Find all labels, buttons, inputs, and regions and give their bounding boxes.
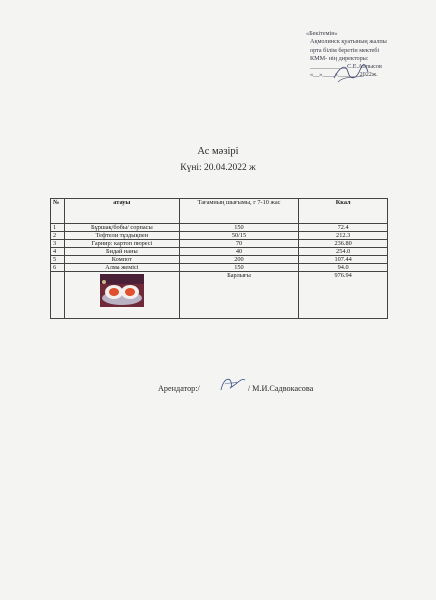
approval-line: КММ- нің директоры: bbox=[310, 54, 369, 62]
table-row bbox=[51, 224, 388, 232]
row-number: 6 bbox=[51, 264, 65, 272]
total-kcal: 976.94 bbox=[299, 272, 388, 319]
total-label: Барлығы bbox=[179, 272, 299, 319]
table-row bbox=[51, 256, 388, 264]
column-header-kcal: Ккал bbox=[299, 199, 388, 224]
row-number: 2 bbox=[51, 232, 65, 240]
menu-date: Күні: 20.04.2022 ж bbox=[180, 163, 256, 173]
row-number: 4 bbox=[51, 248, 65, 256]
approval-line: ____________С.Е.Алпысов bbox=[310, 63, 382, 71]
dish-name: Тефтели тұздықпен bbox=[64, 232, 179, 240]
table-header-row bbox=[51, 199, 388, 224]
food-photo-icon bbox=[100, 274, 144, 307]
dish-name: Бұршақ/бобы/ сорпасы bbox=[64, 224, 179, 232]
table-total-row bbox=[51, 272, 388, 319]
row-number: 1 bbox=[51, 224, 65, 232]
column-header-name: атауы bbox=[64, 199, 179, 224]
dish-quantity: 200 bbox=[179, 256, 299, 264]
table-row bbox=[51, 240, 388, 248]
empty-cell bbox=[51, 272, 65, 319]
dish-kcal: 212.3 bbox=[299, 232, 388, 240]
lessee-signature-icon bbox=[215, 372, 249, 394]
table-row bbox=[51, 232, 388, 240]
dish-kcal: 94.0 bbox=[299, 264, 388, 272]
approval-line: Ақмолинск қуатының жалпы bbox=[310, 38, 387, 46]
approval-line: «Бекітемін» bbox=[306, 30, 338, 37]
row-number: 5 bbox=[51, 256, 65, 264]
dish-kcal: 107.44 bbox=[299, 256, 388, 264]
table-row bbox=[51, 248, 388, 256]
lessee-name: / М.И.Садвокасова bbox=[247, 384, 314, 393]
dish-kcal: 72.4 bbox=[299, 224, 388, 232]
dish-quantity: 40 bbox=[179, 248, 299, 256]
dish-quantity: 70 bbox=[179, 240, 299, 248]
director-signature-icon bbox=[330, 60, 370, 86]
dish-kcal: 236.80 bbox=[299, 240, 388, 248]
dish-quantity: 50/15 bbox=[179, 232, 299, 240]
approval-line: «__»____»_______2022ж. bbox=[310, 71, 378, 79]
table-row bbox=[51, 264, 388, 272]
column-header-qty: Тағамның шығымы, г 7-10 жас bbox=[179, 199, 299, 224]
dish-quantity: 150 bbox=[179, 264, 299, 272]
food-photo-cell bbox=[64, 272, 179, 319]
lessee-label: Арендатор:/ bbox=[158, 384, 200, 393]
dish-name: Гарнир: картоп пюресі bbox=[64, 240, 179, 248]
dish-name: Алма жемісі bbox=[64, 264, 179, 272]
menu-table bbox=[50, 198, 388, 319]
dish-name: Компот bbox=[64, 256, 179, 264]
page-title: Ас мәзірі bbox=[197, 146, 239, 157]
column-header-no: № bbox=[51, 199, 65, 224]
dish-quantity: 150 bbox=[179, 224, 299, 232]
row-number: 3 bbox=[51, 240, 65, 248]
dish-kcal: 254.0 bbox=[299, 248, 388, 256]
dish-name: Бидай наны bbox=[64, 248, 179, 256]
approval-line: орта білім беретін мектебі bbox=[310, 46, 380, 54]
